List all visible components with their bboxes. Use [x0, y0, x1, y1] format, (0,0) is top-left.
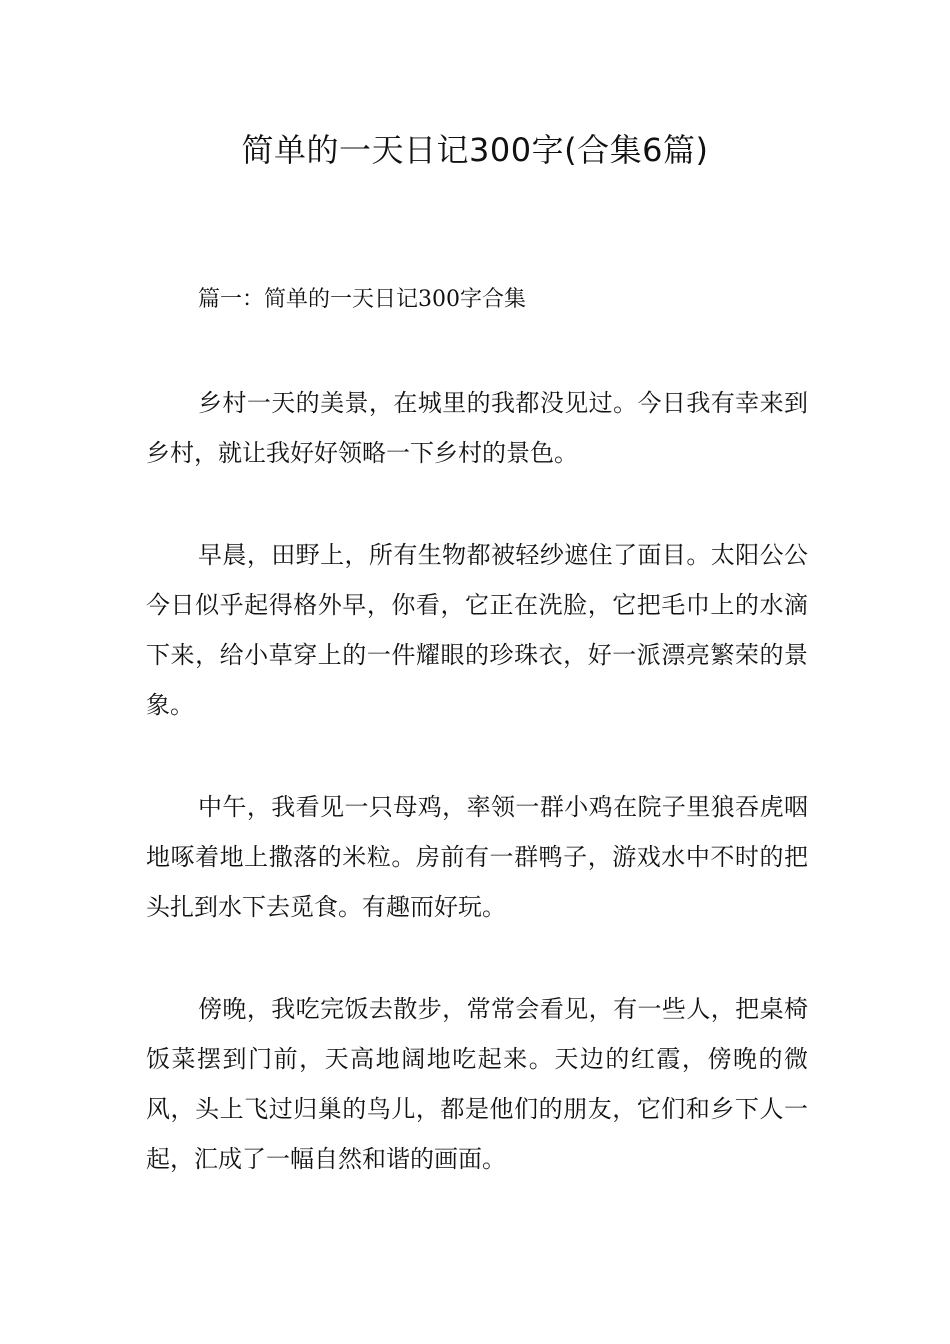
paragraph-1: 乡村一天的美景，在城里的我都没见过。今日我有幸来到乡村，就让我好好领略一下乡村的景色。 [146, 389, 808, 467]
paragraph-3: 中午，我看见一只母鸡，率领一群小鸡在院子里狼吞虎咽地啄着地上撒落的米粒。房前有一群鸭子，游戏水中不时的把头扎到水下去觅食。有趣而好玩。 [146, 793, 808, 921]
paragraph-2: 早晨，田野上，所有生物都被轻纱遮住了面目。太阳公公今日似乎起得格外早，你看，它正在洗脸，它把毛巾上的水滴下来，给小草穿上的一件耀眼的珍珠衣，好一派漂亮繁荣的景象。 [146, 541, 808, 719]
section-heading: 篇一：简单的一天日记300字合集 [198, 287, 526, 312]
document-title: 简单的一天日记300字(合集6篇) [241, 131, 709, 169]
paragraph-4: 傍晚，我吃完饭去散步，常常会看见，有一些人，把桌椅饭菜摆到门前，天高地阔地吃起来。天边的红霞，傍晚的微风，头上飞过归巢的鸟儿，都是他们的朋友，它们和乡下人一起，汇成了一幅自然和谐的画面。 [146, 995, 808, 1173]
document-body [146, 278, 808, 1236]
